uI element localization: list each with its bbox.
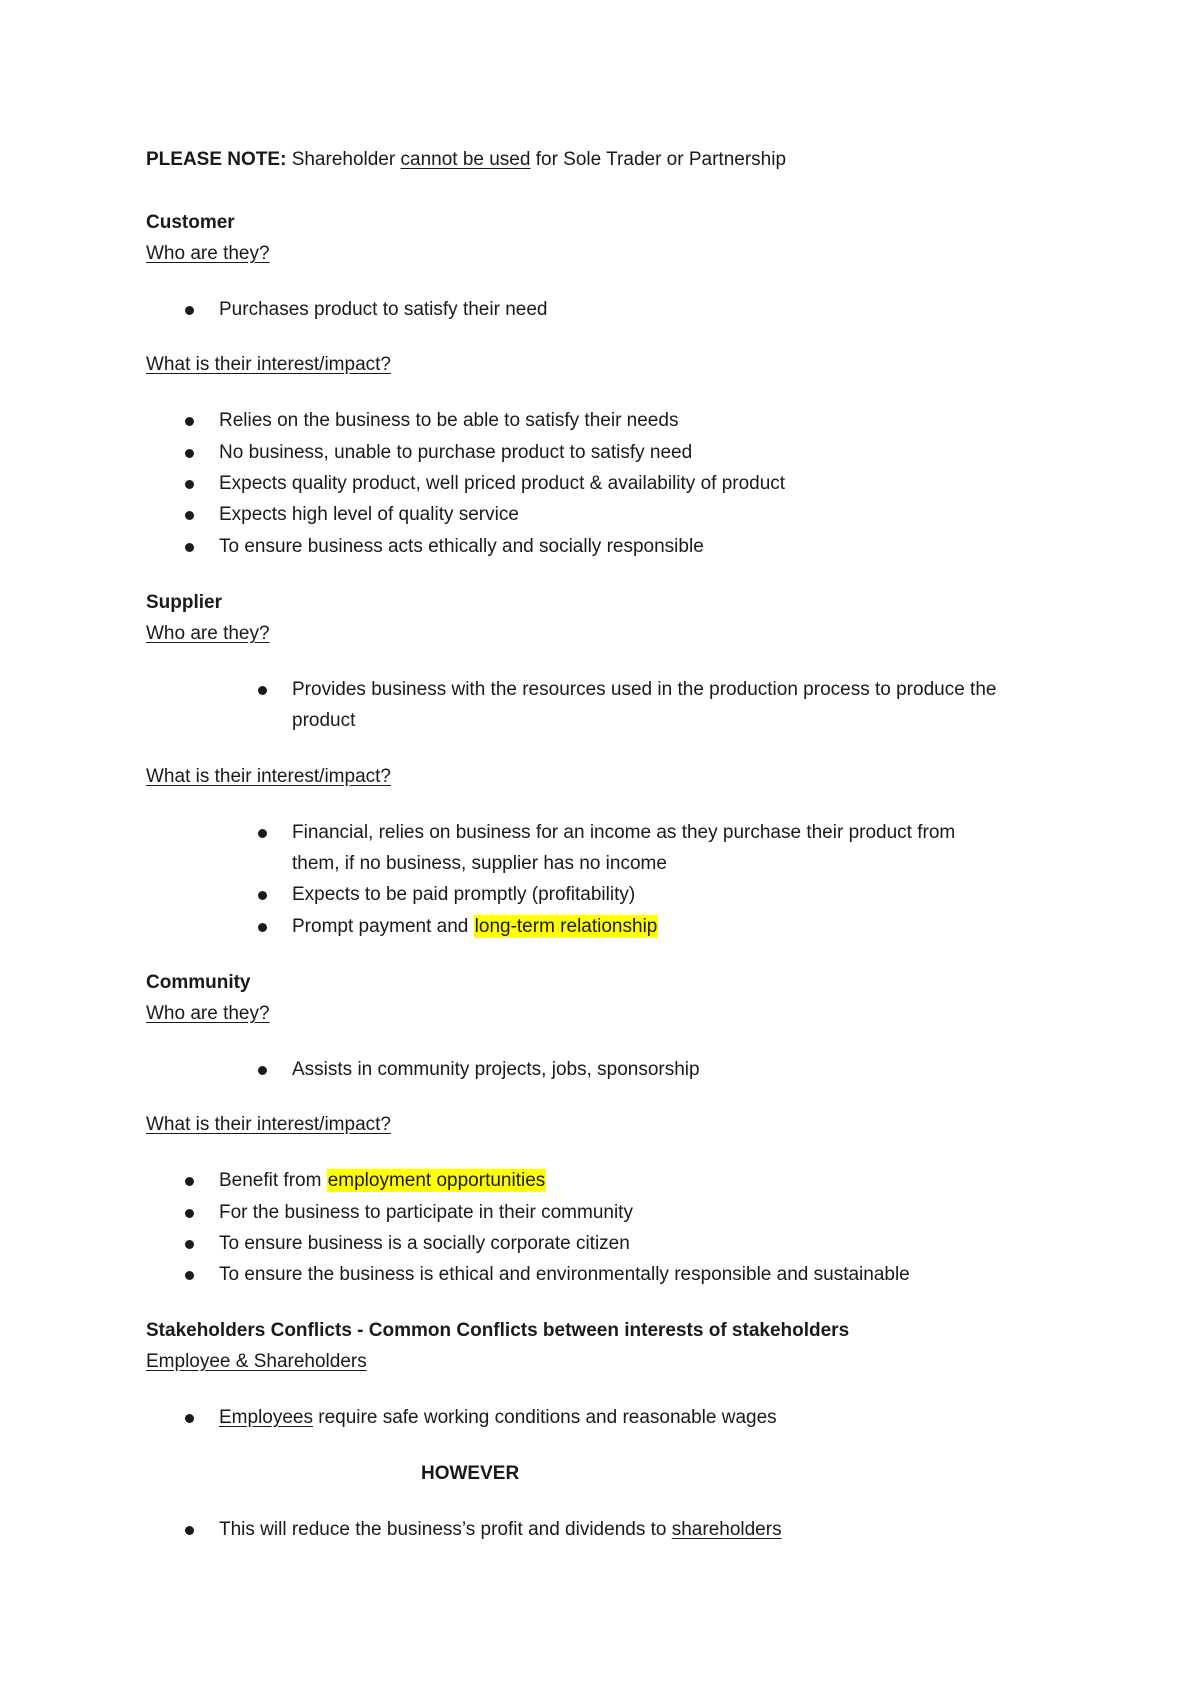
conflicts-item2-underlined: shareholders [671,1519,782,1540]
supplier-interest-item3 [292,915,658,939]
customer-who-item: Purchases product to satisfy their need [219,299,548,320]
note-underlined: cannot be used [400,149,531,170]
community-interest-item2: For the business to participate in their community [219,1202,633,1223]
note-pre: Shareholder [291,149,396,170]
bullet-icon [185,543,194,552]
note-line [146,148,786,172]
customer-interest-item: Expects high level of quality service [219,504,519,525]
supplier-heading: Supplier [146,592,223,613]
bullet-icon [258,923,267,932]
bullet-icon [185,511,194,520]
bullet-icon [258,829,267,838]
customer-interest-item: To ensure business acts ethically and socially responsible [219,536,704,557]
bullet-icon [185,449,194,458]
supplier-who-item-line2: product [292,710,356,731]
community-interest-item1 [219,1169,546,1193]
community-interest-item3: To ensure business is a socially corporate citizen [219,1233,630,1254]
highlighted-text: employment opportunities [327,1170,546,1191]
note-label: PLEASE NOTE: [146,149,287,170]
supplier-who-item-line1: Provides business with the resources used in the production process to produce the [292,679,997,700]
bullet-icon [258,1066,267,1075]
conflicts-heading: Stakeholders Conflicts - Common Conflicts between interests of stakeholders [146,1320,850,1341]
bullet-icon [185,306,194,315]
supplier-who-label: Who are they? [146,623,270,644]
conflicts-subheading: Employee & Shareholders [146,1351,367,1372]
bullet-icon [185,1177,194,1186]
customer-heading: Customer [146,212,235,233]
conflicts-item1-underlined: Employees [219,1407,313,1428]
supplier-interest-item2: Expects to be paid promptly (profitability) [292,884,636,905]
bullet-icon [258,891,267,900]
customer-interest-item: Expects quality product, well priced product & availability of product [219,473,786,494]
bullet-icon [185,1240,194,1249]
bullet-icon [185,1209,194,1218]
bullet-icon [185,417,194,426]
community-interest-label: What is their interest/impact? [146,1114,391,1135]
bullet-icon [258,686,267,695]
community-who-item: Assists in community projects, jobs, sponsorship [292,1059,700,1080]
bullet-icon [185,1414,194,1423]
community-heading: Community [146,972,251,993]
supplier-interest-item3-pre: Prompt payment and [292,916,469,937]
bullet-icon [185,1526,194,1535]
conflicts-item1 [219,1406,777,1430]
community-who-label: Who are they? [146,1003,270,1024]
customer-who-label: Who are they? [146,243,270,264]
customer-interest-item: Relies on the business to be able to satisfy their needs [219,410,679,431]
conflicts-item2-pre: This will reduce the business’s profit and dividends to [219,1519,667,1540]
note-post: for Sole Trader or Partnership [535,149,787,170]
community-interest-item4: To ensure the business is ethical and environmentally responsible and sustainable [219,1264,910,1285]
however-text: HOWEVER [421,1463,520,1484]
supplier-interest-item1-line2: them, if no business, supplier has no income [292,853,667,874]
bullet-icon [185,1271,194,1280]
supplier-interest-label: What is their interest/impact? [146,766,391,787]
conflicts-item1-post: require safe working conditions and reasonable wages [318,1407,777,1428]
bullet-icon [185,480,194,489]
customer-interest-label: What is their interest/impact? [146,354,391,375]
customer-interest-item: No business, unable to purchase product to satisfy need [219,442,693,463]
community-interest-item1-pre: Benefit from [219,1170,322,1191]
supplier-interest-item1-line1: Financial, relies on business for an income as they purchase their product from [292,822,956,843]
conflicts-item2 [219,1518,782,1542]
highlighted-text: long-term relationship [474,916,658,937]
